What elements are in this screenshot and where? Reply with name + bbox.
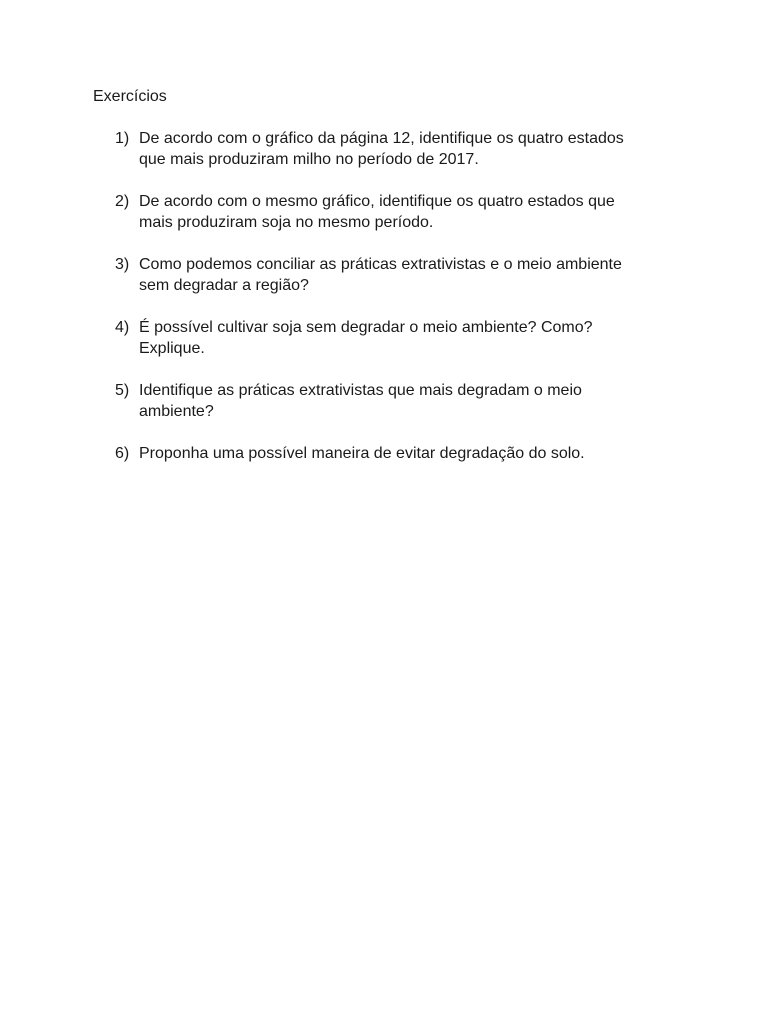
- exercise-number: 2): [115, 193, 130, 210]
- exercise-text: Proponha uma possível maneira de evitar degradação do solo.: [139, 445, 585, 462]
- exercise-item-1: [115, 128, 675, 170]
- exercise-item-6: [115, 443, 675, 464]
- exercise-text: De acordo com o mesmo gráfico, identifique os quatro estados que mais produziram soja no mesmo período.: [139, 193, 615, 231]
- exercise-number: 1): [115, 130, 130, 147]
- exercise-text: Como podemos conciliar as práticas extrativistas e o meio ambiente sem degradar a região?: [139, 256, 622, 294]
- exercise-list: [115, 128, 675, 485]
- exercise-item-2: [115, 191, 675, 233]
- exercise-item-4: [115, 317, 675, 359]
- exercise-number: 6): [115, 445, 130, 462]
- exercise-text: De acordo com o gráfico da página 12, identifique os quatro estados que mais produziram milho no período de 2017.: [139, 130, 624, 168]
- exercise-item-3: [115, 254, 675, 296]
- exercise-number: 4): [115, 319, 130, 336]
- exercise-text: Identifique as práticas extrativistas que mais degradam o meio ambiente?: [139, 382, 582, 420]
- exercise-item-5: [115, 380, 675, 422]
- exercise-number: 5): [115, 382, 130, 399]
- document-title: Exercícios: [93, 88, 167, 105]
- exercise-text: É possível cultivar soja sem degradar o meio ambiente? Como? Explique.: [139, 319, 593, 357]
- exercise-number: 3): [115, 256, 130, 273]
